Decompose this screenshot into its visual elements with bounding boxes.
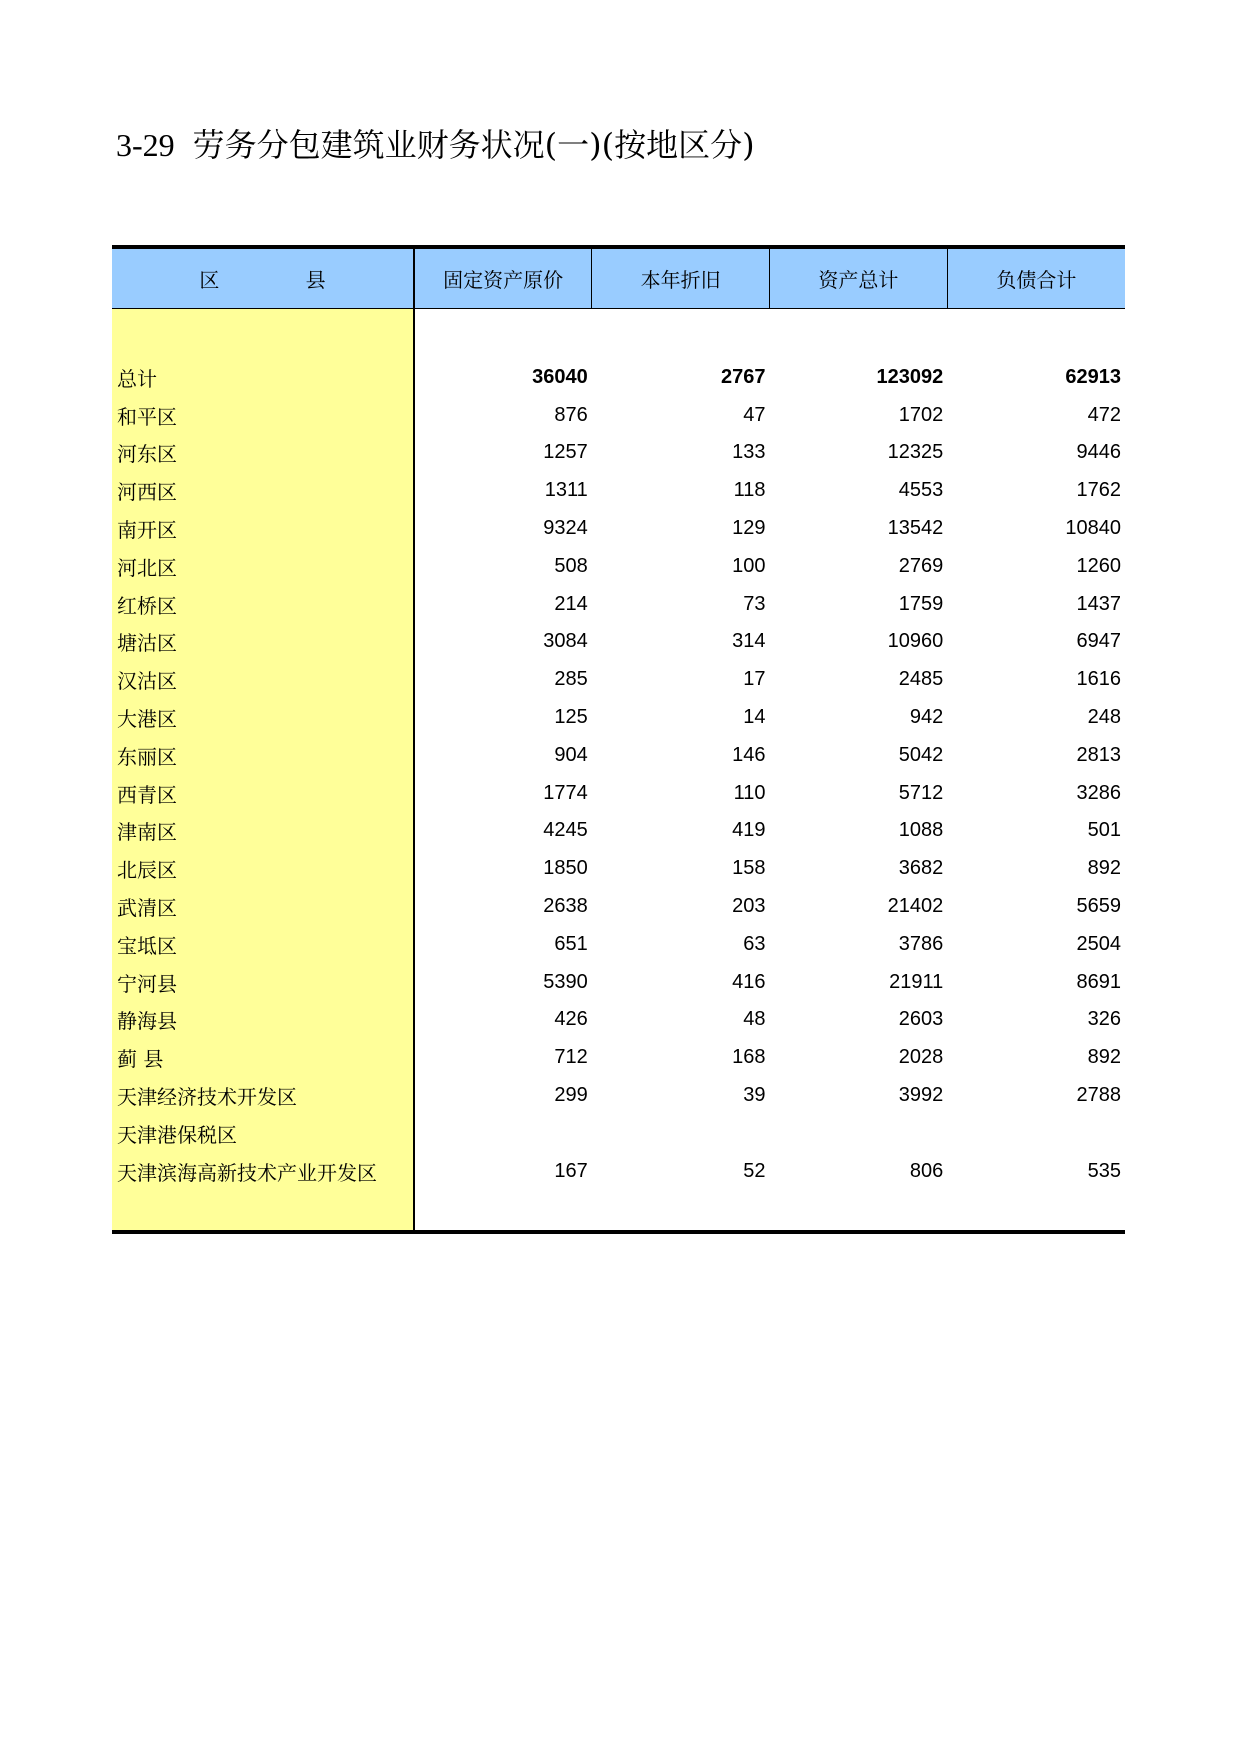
table-body — [112, 308, 1125, 1232]
finance-table — [112, 245, 1125, 1234]
total-assets-cell: 806 — [909, 1159, 944, 1182]
fixed-assets-cell: 9324 — [543, 517, 588, 540]
total-assets-cell: 1702 — [898, 403, 944, 426]
fixed-assets-cell: 651 — [554, 932, 588, 955]
total-liabilities-cell: 2788 — [1076, 1084, 1121, 1107]
region-cell: 塘沽区 — [112, 623, 414, 661]
total-liabilities-cell: 892 — [1087, 1046, 1121, 1069]
depreciation-cell: 100 — [732, 554, 766, 577]
total-liabilities-cell: 9446 — [1076, 441, 1121, 464]
region-cell: 大港区 — [112, 699, 414, 737]
spacer-row — [112, 1190, 1125, 1232]
total-assets-cell: 942 — [909, 706, 944, 729]
total-liabilities-cell: 3286 — [1076, 781, 1121, 804]
total-assets-cell: 3786 — [898, 932, 944, 955]
fixed-assets-cell: 1774 — [543, 781, 588, 804]
region-cell: 汉沽区 — [112, 661, 414, 699]
fixed-assets-cell: 904 — [554, 743, 588, 766]
table-number: 3-29 — [116, 127, 175, 163]
total-row — [112, 359, 1125, 397]
total-assets-cell: 4553 — [898, 479, 944, 502]
total-assets-cell: 3992 — [898, 1084, 944, 1107]
total-assets-cell: 1759 — [898, 592, 944, 615]
region-cell: 天津经济技术开发区 — [112, 1077, 414, 1115]
fixed-assets-cell: 299 — [554, 1084, 588, 1107]
depreciation-cell: 73 — [743, 592, 766, 615]
table-row — [112, 736, 1125, 774]
depreciation-cell: 63 — [743, 932, 766, 955]
depreciation-cell: 158 — [732, 857, 766, 880]
table-row — [112, 510, 1125, 548]
fixed-assets-cell: 508 — [554, 554, 588, 577]
header-total-liabilities: 负债合计 — [947, 247, 1125, 308]
total-assets-cell: 12325 — [887, 441, 944, 464]
total-liabilities-cell: 326 — [1087, 1008, 1121, 1031]
region-cell: 蓟 县 — [112, 1039, 414, 1077]
total-assets-cell: 5042 — [898, 743, 944, 766]
depreciation-cell: 314 — [732, 630, 766, 653]
depreciation-cell: 419 — [732, 819, 766, 842]
table-row — [112, 774, 1125, 812]
region-cell: 宁河县 — [112, 963, 414, 1001]
total-liabilities-cell: 535 — [1087, 1159, 1121, 1182]
depreciation-cell: 39 — [743, 1084, 766, 1107]
depreciation-cell: 146 — [732, 743, 766, 766]
total-liabilities-cell: 5659 — [1076, 895, 1121, 918]
spacer-row — [112, 308, 1125, 359]
depreciation-cell — [592, 1114, 770, 1152]
fixed-assets-cell: 2638 — [543, 895, 588, 918]
depreciation-cell: 118 — [733, 479, 766, 502]
fixed-assets-cell: 1850 — [543, 857, 588, 880]
region-cell: 河东区 — [112, 434, 414, 472]
table-row — [112, 699, 1125, 737]
region-cell: 红桥区 — [112, 585, 414, 623]
total-assets-cell: 21911 — [889, 970, 944, 993]
fixed-assets-cell: 4245 — [543, 819, 588, 842]
table-row — [112, 1114, 1125, 1152]
region-cell: 西青区 — [112, 774, 414, 812]
depreciation-cell: 14 — [743, 706, 766, 729]
region-cell: 津南区 — [112, 812, 414, 850]
fixed-assets-cell — [414, 1114, 592, 1152]
region-cell: 南开区 — [112, 510, 414, 548]
region-cell: 河西区 — [112, 472, 414, 510]
table-title-text: 劳务分包建筑业财务状况(一)(按地区分) — [192, 126, 755, 164]
total-liabilities-cell: 2504 — [1076, 932, 1121, 955]
header-total-assets: 资产总计 — [770, 247, 948, 308]
table-row — [112, 963, 1125, 1001]
fixed-assets-cell: 1257 — [543, 441, 588, 464]
header-region: 区 县 — [112, 247, 414, 308]
total-liabilities-cell: 10840 — [1065, 517, 1121, 540]
total-liabilities-cell: 248 — [1087, 706, 1121, 729]
total-liabilities-cell: 8691 — [1076, 970, 1121, 993]
table-row — [112, 585, 1125, 623]
total-assets-cell — [770, 1114, 948, 1152]
table-row — [112, 623, 1125, 661]
fixed-assets-cell: 426 — [554, 1008, 588, 1031]
fixed-assets-cell: 5390 — [543, 970, 588, 993]
depreciation-cell: 129 — [732, 517, 766, 540]
depreciation-cell: 168 — [732, 1046, 766, 1069]
table-row — [112, 1077, 1125, 1115]
table-row — [112, 547, 1125, 585]
fixed-assets-cell: 3084 — [543, 630, 588, 653]
total-liabilities-cell: 501 — [1087, 819, 1121, 842]
table-row — [112, 1039, 1125, 1077]
region-cell: 静海县 — [112, 1001, 414, 1039]
depreciation-cell: 48 — [743, 1008, 766, 1031]
depreciation-cell: 110 — [733, 781, 766, 804]
depreciation-cell: 52 — [743, 1159, 766, 1182]
total-assets-cell: 5712 — [898, 781, 944, 804]
region-cell: 天津港保税区 — [112, 1114, 414, 1152]
total-assets-cell: 21402 — [887, 895, 944, 918]
table-row — [112, 812, 1125, 850]
total-liabilities-cell: 6947 — [1076, 630, 1121, 653]
total-assets-cell: 3682 — [898, 857, 944, 880]
total-liabilities-cell: 2813 — [1076, 743, 1121, 766]
header-fixed-assets: 固定资产原价 — [414, 247, 592, 308]
region-cell: 武清区 — [112, 888, 414, 926]
total-assets-cell: 123092 — [876, 365, 944, 388]
region-cell: 天津滨海高新技术产业开发区 — [112, 1152, 414, 1190]
region-cell: 和平区 — [112, 396, 414, 434]
total-assets-cell: 2028 — [898, 1046, 944, 1069]
total-liabilities-cell: 62913 — [1065, 365, 1121, 388]
table-row — [112, 661, 1125, 699]
fixed-assets-cell: 1311 — [544, 479, 588, 502]
total-liabilities-cell: 892 — [1087, 857, 1121, 880]
total-liabilities-cell — [947, 1114, 1125, 1152]
table-row — [112, 434, 1125, 472]
fixed-assets-cell: 125 — [554, 706, 588, 729]
region-cell: 北辰区 — [112, 850, 414, 888]
table-row — [112, 1001, 1125, 1039]
table-row — [112, 888, 1125, 926]
depreciation-cell: 17 — [743, 668, 766, 691]
total-assets-cell: 2485 — [898, 668, 944, 691]
total-liabilities-cell: 1616 — [1076, 668, 1121, 691]
page-title — [116, 120, 755, 166]
fixed-assets-cell: 712 — [554, 1046, 588, 1069]
depreciation-cell: 133 — [732, 441, 766, 464]
table-row — [112, 925, 1125, 963]
table-row — [112, 472, 1125, 510]
total-assets-cell: 2769 — [898, 554, 944, 577]
depreciation-cell: 416 — [732, 970, 766, 993]
total-assets-cell: 10960 — [887, 630, 944, 653]
fixed-assets-cell: 876 — [554, 403, 588, 426]
region-cell: 东丽区 — [112, 736, 414, 774]
region-cell: 总计 — [112, 359, 414, 397]
table-row — [112, 1152, 1125, 1190]
total-assets-cell: 2603 — [898, 1008, 944, 1031]
total-assets-cell: 1088 — [898, 819, 944, 842]
table-row — [112, 396, 1125, 434]
depreciation-cell: 2767 — [721, 365, 766, 388]
fixed-assets-cell: 285 — [554, 668, 588, 691]
total-liabilities-cell: 1762 — [1076, 479, 1121, 502]
table-row — [112, 850, 1125, 888]
total-assets-cell: 13542 — [887, 517, 944, 540]
total-liabilities-cell: 1260 — [1076, 554, 1121, 577]
table-header-row — [112, 247, 1125, 308]
depreciation-cell: 47 — [743, 403, 766, 426]
fixed-assets-cell: 36040 — [532, 365, 588, 388]
region-cell: 河北区 — [112, 547, 414, 585]
fixed-assets-cell: 214 — [554, 592, 588, 615]
total-liabilities-cell: 1437 — [1076, 592, 1121, 615]
header-depreciation: 本年折旧 — [592, 247, 770, 308]
depreciation-cell: 203 — [732, 895, 766, 918]
total-liabilities-cell: 472 — [1087, 403, 1121, 426]
fixed-assets-cell: 167 — [554, 1159, 588, 1182]
region-cell: 宝坻区 — [112, 925, 414, 963]
